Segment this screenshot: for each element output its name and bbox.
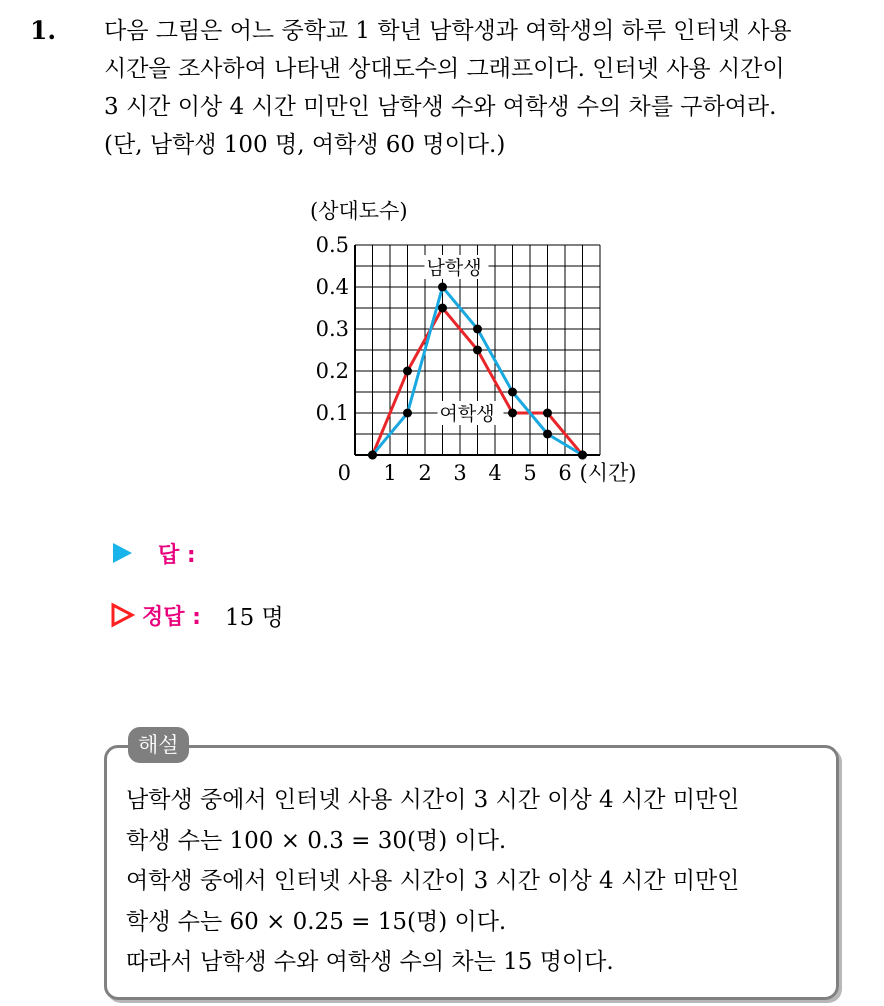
data-point [438, 304, 447, 313]
data-point [368, 451, 377, 460]
correct-answer-value: 15 명 [224, 604, 284, 631]
question-number: 1. [30, 16, 57, 45]
explanation-line: 여학생 중에서 인터넷 사용 시간이 3 시간 이상 4 시간 미만인 [126, 868, 740, 894]
x-tick-label: 5 [523, 461, 537, 485]
question-line: (단, 남학생 100 명, 여학생 60 명이다.) [104, 132, 506, 158]
correct-answer-label: 정답 : [142, 604, 201, 630]
explanation-line: 학생 수는 60 × 0.25 = 15(명) 이다. [126, 908, 507, 935]
question-line: 다음 그림은 어느 중학교 1 학년 남학생과 여학생의 하루 인터넷 사용 [104, 18, 792, 44]
answer-row [110, 538, 196, 568]
x-tick-label: 2 [418, 461, 432, 485]
play-arrow-icon [110, 541, 134, 565]
data-point [403, 409, 412, 418]
x-axis-title: (시간) [579, 461, 637, 485]
data-point [578, 451, 587, 460]
question-text [104, 12, 874, 164]
data-point [438, 283, 447, 292]
correct-answer-row [110, 600, 284, 630]
x-tick-label: 6 [558, 461, 572, 485]
explanation-line: 학생 수는 100 × 0.3 = 30(명) 이다. [126, 827, 507, 854]
outline-arrow-icon [110, 602, 136, 628]
origin-label: 0 [337, 461, 351, 485]
data-point [543, 430, 552, 439]
explanation-line: 남학생 중에서 인터넷 사용 시간이 3 시간 이상 4 시간 미만인 [126, 787, 740, 813]
explanation-line: 따라서 남학생 수와 여학생 수의 차는 15 명이다. [126, 949, 614, 975]
y-axis-title: (상대도수) [310, 199, 408, 223]
x-tick-label: 1 [383, 461, 397, 485]
relative-frequency-chart [300, 190, 670, 495]
y-tick-label: 0.3 [315, 317, 349, 341]
question-line: 시간을 조사하여 나타낸 상대도수의 그래프이다. 인터넷 사용 시간이 [104, 56, 785, 82]
answer-label: 답 : [158, 542, 196, 568]
data-point [403, 367, 412, 376]
data-point [473, 325, 482, 334]
y-tick-label: 0.2 [315, 359, 349, 383]
y-tick-label: 0.5 [315, 233, 349, 257]
y-tick-label: 0.4 [315, 275, 349, 299]
x-tick-label: 3 [453, 461, 467, 485]
explanation-text [126, 780, 836, 983]
series-label: 남학생 [426, 257, 482, 279]
data-point [508, 409, 517, 418]
data-point [473, 346, 482, 355]
data-point [543, 409, 552, 418]
series-label: 여학생 [439, 403, 495, 425]
question-line: 3 시간 이상 4 시간 미만인 남학생 수와 여학생 수의 차를 구하여라. [104, 94, 777, 120]
y-tick-label: 0.1 [315, 401, 349, 425]
explanation-tab: 해설 [128, 727, 189, 763]
data-point [508, 388, 517, 397]
x-tick-label: 4 [488, 461, 502, 485]
